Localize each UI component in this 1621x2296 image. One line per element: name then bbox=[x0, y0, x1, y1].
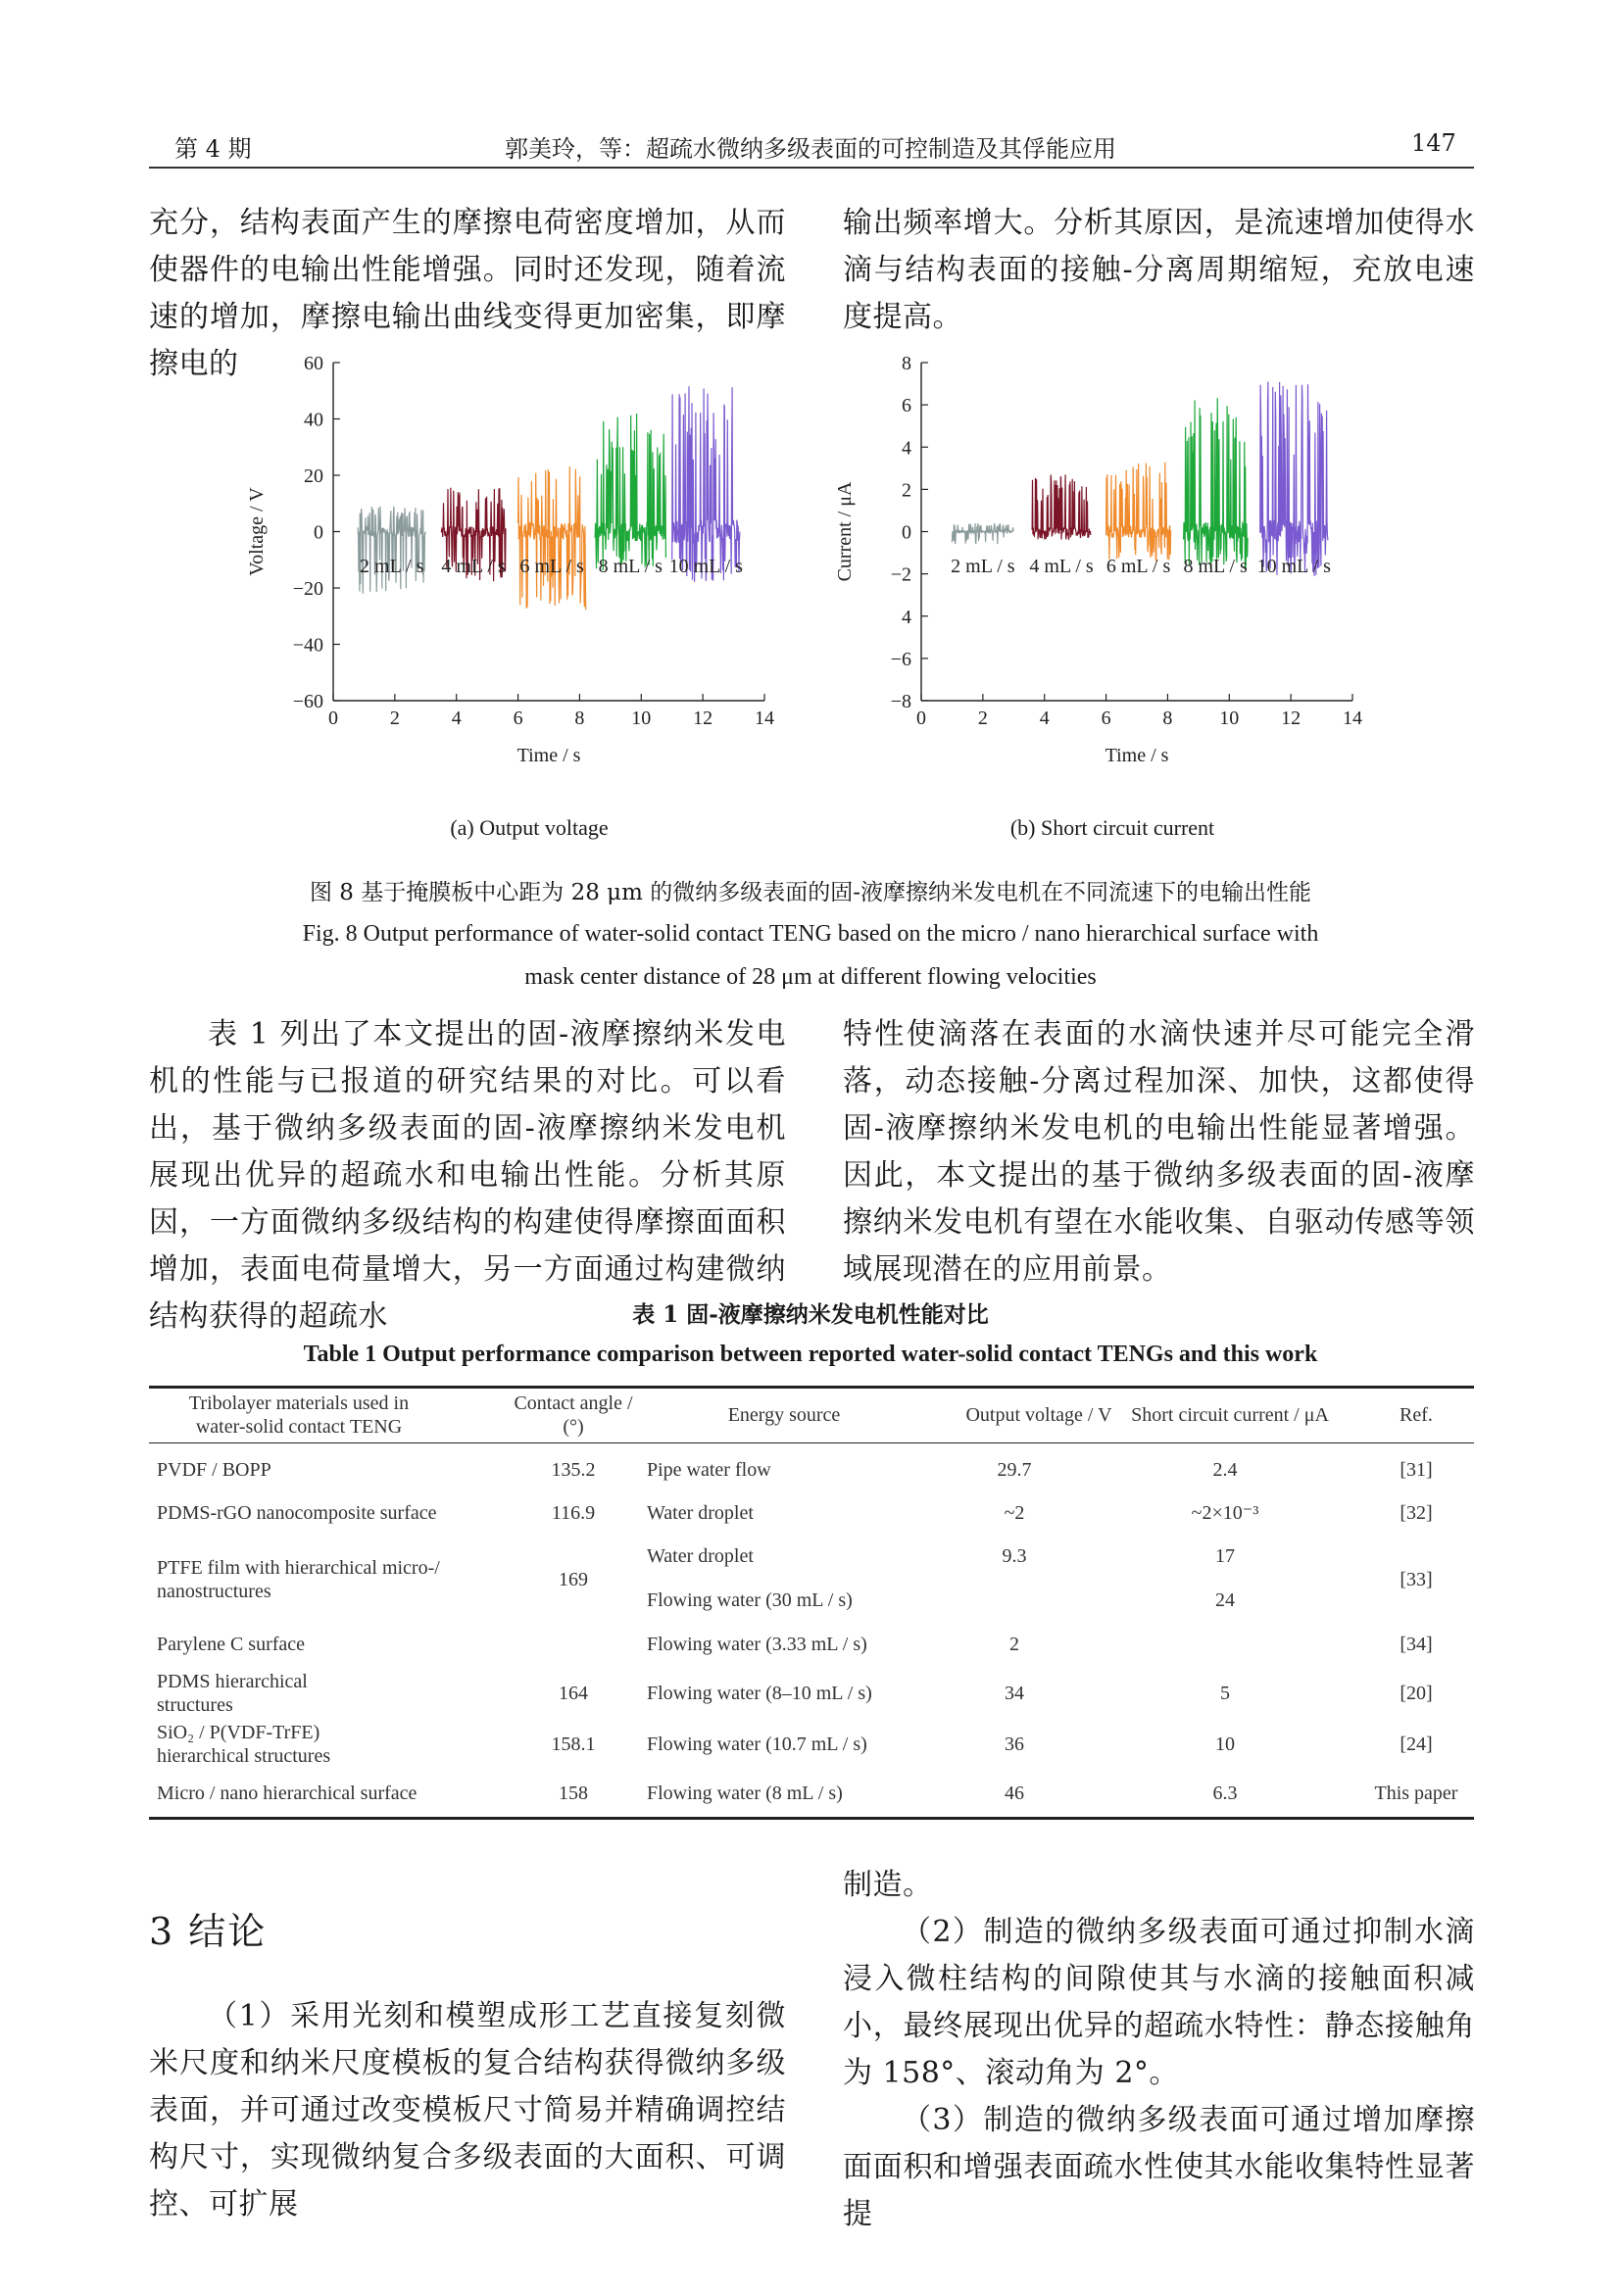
series-label: 6 mL / s bbox=[1105, 555, 1171, 577]
issue-number: 第 4 期 bbox=[174, 135, 252, 163]
x-tick-label: 10 bbox=[631, 708, 652, 729]
panel-b-caption: (b) Short circuit current bbox=[1009, 815, 1215, 840]
table-cell-source: Flowing water (10.7 mL / s) bbox=[647, 1734, 867, 1755]
x-tick-label: 4 bbox=[451, 708, 462, 729]
table-cell-angle: 158.1 bbox=[551, 1734, 596, 1755]
series-line bbox=[358, 507, 425, 594]
table-cell-ref: [32] bbox=[1400, 1502, 1433, 1524]
series-label: 4 mL / s bbox=[1029, 555, 1094, 577]
section-title-conclusion: 3 结论 bbox=[149, 1910, 268, 1953]
x-tick-label: 6 bbox=[1101, 708, 1111, 729]
table-cell-ref: This paper bbox=[1374, 1783, 1458, 1804]
table-cell-material-line2: structures bbox=[157, 1694, 233, 1716]
table-cell-source: Water droplet bbox=[647, 1502, 754, 1524]
table-cell-current: 6.3 bbox=[1212, 1783, 1238, 1804]
y-tick-label: −20 bbox=[292, 578, 323, 600]
page-number: 147 bbox=[1411, 129, 1456, 157]
table-cell-ref: [33] bbox=[1400, 1569, 1433, 1590]
table-cell-voltage: 29.7 bbox=[997, 1459, 1032, 1481]
conclusion-item-1-end: 制造。 bbox=[843, 1868, 933, 1902]
y-tick-label: 40 bbox=[304, 409, 323, 431]
table-header-source: Energy source bbox=[727, 1404, 841, 1426]
table-header-rule bbox=[149, 1442, 1474, 1443]
x-tick-label: 0 bbox=[916, 708, 926, 729]
x-axis-label: Time / s bbox=[1105, 745, 1169, 764]
table-cell-source: Flowing water (8–10 mL / s) bbox=[647, 1683, 872, 1704]
y-tick-label: 20 bbox=[304, 465, 323, 487]
table-cell-voltage: 46 bbox=[1005, 1783, 1024, 1804]
table-cell-source: Pipe water flow bbox=[647, 1459, 771, 1481]
table-cell-material: PDMS-rGO nanocomposite surface bbox=[157, 1502, 437, 1524]
table-cell-voltage: 2 bbox=[1009, 1634, 1019, 1655]
figure-caption-cn: 图 8 基于掩膜板中心距为 28 μm 的微纳多级表面的固-液摩擦纳米发电机在不同流速下的电输出性能 bbox=[310, 880, 1311, 905]
y-tick-label: 4 bbox=[902, 606, 911, 628]
running-title: 郭美玲，等：超疏水微纳多级表面的可控制造及其俘能应用 bbox=[505, 135, 1116, 163]
series-label: 6 mL / s bbox=[519, 555, 584, 577]
y-tick-label: −60 bbox=[292, 691, 323, 712]
table-cell-angle: 164 bbox=[559, 1683, 588, 1704]
voltage-chart bbox=[235, 353, 813, 764]
series-label: 8 mL / s bbox=[1183, 555, 1248, 577]
voltage-chart-plot bbox=[246, 353, 774, 764]
series-label: 8 mL / s bbox=[598, 555, 663, 577]
series-line bbox=[518, 466, 586, 610]
y-tick-label: 2 bbox=[902, 479, 911, 502]
table-cell-current: ~2×10⁻³ bbox=[1191, 1502, 1259, 1524]
series-line bbox=[595, 414, 665, 570]
series-line bbox=[672, 386, 740, 582]
table-cell-material bbox=[157, 1721, 330, 1768]
x-tick-label: 8 bbox=[574, 708, 585, 729]
table-cell-angle: 158 bbox=[559, 1783, 588, 1804]
x-tick-label: 4 bbox=[1039, 708, 1050, 729]
table-header-ref: Ref. bbox=[1400, 1404, 1433, 1426]
table-cell-material bbox=[157, 1670, 308, 1717]
x-tick-label: 14 bbox=[755, 708, 774, 729]
table-bottom-rule bbox=[149, 1817, 1474, 1820]
panel-a-caption: (a) Output voltage bbox=[450, 815, 609, 840]
table-cell-material-line1: PTFE film with hierarchical micro-/ bbox=[157, 1557, 440, 1579]
table-cell-material-line1: SiO₂ / P(VDF-TrFE) bbox=[157, 1722, 320, 1743]
x-tick-label: 14 bbox=[1343, 708, 1362, 729]
table-cell-source: Water droplet bbox=[647, 1545, 754, 1567]
table-header-material-line2: water-solid contact TENG bbox=[195, 1416, 403, 1438]
y-tick-label: −8 bbox=[890, 691, 911, 712]
table-cell-material: Parylene C surface bbox=[157, 1634, 306, 1655]
y-tick-label: 4 bbox=[902, 437, 911, 460]
table-title-cn: 表 1 固-液摩擦纳米发电机性能对比 bbox=[632, 1301, 989, 1328]
y-axis-label: Voltage / V bbox=[246, 487, 268, 576]
series-line bbox=[1260, 382, 1328, 576]
series-label: 10 mL / s bbox=[668, 555, 743, 577]
table-header-voltage: Output voltage / V bbox=[965, 1404, 1112, 1426]
table-cell-current: 10 bbox=[1215, 1734, 1235, 1755]
header-rule bbox=[149, 167, 1474, 169]
series-label: 10 mL / s bbox=[1256, 555, 1331, 577]
x-tick-label: 12 bbox=[1281, 708, 1302, 729]
series-line bbox=[1032, 474, 1091, 539]
x-tick-label: 8 bbox=[1162, 708, 1173, 729]
table-cell-ref: [31] bbox=[1400, 1459, 1433, 1481]
table-cell-source: Flowing water (3.33 mL / s) bbox=[647, 1634, 867, 1655]
table-header-current: Short circuit current / μA bbox=[1131, 1404, 1329, 1426]
series-line bbox=[1183, 398, 1248, 569]
x-tick-label: 6 bbox=[513, 708, 523, 729]
table-cell-current: 17 bbox=[1215, 1545, 1235, 1567]
figure-caption-en-line2: mask center distance of 28 μm at different flowing velocities bbox=[524, 964, 1097, 990]
mid-paragraph-left: 表 1 列出了本文提出的固-液摩擦纳米发电机的性能与已报道的研究结果的对比。可以看出，基于微纳多级表面的固-液摩擦纳米发电机展现出优异的超疏水和电输出性能。分析其原因，一方面微纳多级结构的构建使得摩擦面面积增加，表面电荷量增大，另一方面通过构建微纳结构获得的超疏水 bbox=[149, 1017, 786, 1334]
table-cell-angle: 169 bbox=[559, 1569, 588, 1590]
x-tick-label: 2 bbox=[977, 708, 988, 729]
x-tick-label: 0 bbox=[328, 708, 338, 729]
table-cell-material-line2: nanostructures bbox=[157, 1581, 271, 1602]
y-tick-label: 60 bbox=[304, 353, 323, 374]
y-tick-label: −2 bbox=[890, 563, 911, 586]
table-cell-material: Micro / nano hierarchical surface bbox=[157, 1783, 418, 1804]
table-top-rule bbox=[149, 1386, 1474, 1389]
current-chart-plot bbox=[834, 353, 1362, 764]
conclusion-item-3: （3）制造的微纳多级表面可通过增加摩擦面面积和增强表面疏水性使其水能收集特性显著提 bbox=[843, 2103, 1475, 2231]
y-tick-label: 0 bbox=[314, 521, 323, 544]
table-header-angle-line2: (°) bbox=[563, 1416, 584, 1438]
table-cell-material-line1: PDMS hierarchical bbox=[157, 1671, 308, 1692]
series-line bbox=[1106, 463, 1171, 562]
table-header-angle-line1: Contact angle / bbox=[514, 1392, 633, 1414]
series-label: 2 mL / s bbox=[360, 555, 424, 577]
conclusion-item-1: （1）采用光刻和模塑成形工艺直接复刻微米尺度和纳米尺度模板的复合结构获得微纳多级表面，并可通过改变模板尺寸简易并精确调控结构尺寸，实现微纳复合多级表面的大面积、可调控、可扩展 bbox=[149, 1999, 786, 2222]
table-header-material-line1: Tribolayer materials used in bbox=[188, 1392, 410, 1414]
table-cell-voltage: 36 bbox=[1005, 1734, 1024, 1755]
x-tick-label: 2 bbox=[389, 708, 400, 729]
current-chart bbox=[823, 353, 1401, 764]
table-header-material bbox=[186, 1392, 412, 1439]
x-tick-label: 12 bbox=[693, 708, 713, 729]
y-tick-label: −40 bbox=[292, 634, 323, 657]
table-cell-ref: [20] bbox=[1400, 1683, 1433, 1704]
table-title-en: Table 1 Output performance comparison between reported water-solid contact TENGs and this work bbox=[303, 1342, 1318, 1367]
y-tick-label: 0 bbox=[902, 521, 911, 544]
table-cell-angle: 135.2 bbox=[551, 1459, 596, 1481]
table-cell-ref: [34] bbox=[1400, 1634, 1433, 1655]
table-cell-material: PVDF / BOPP bbox=[157, 1459, 271, 1481]
figure-caption-en-line1: Fig. 8 Output performance of water-solid contact TENG based on the micro / nano hierarchical surface with bbox=[302, 921, 1319, 947]
x-tick-label: 10 bbox=[1219, 708, 1240, 729]
table-cell-source: Flowing water (30 mL / s) bbox=[647, 1589, 853, 1611]
y-tick-label: 6 bbox=[902, 395, 911, 417]
mid-paragraph-right: 特性使滴落在表面的水滴快速并尽可能完全滑落，动态接触-分离过程加深、加快，这都使得固-液摩擦纳米发电机的电输出性能显著增强。因此，本文提出的基于微纳多级表面的固-液摩擦纳米发电机有望在水能收集、自驱动传感等领域展现潜在的应用前景。 bbox=[843, 1017, 1475, 1287]
conclusion-item-2: （2）制造的微纳多级表面可通过抑制水滴浸入微柱结构的间隙使其与水滴的接触面积减小，最终展现出优异的超疏水特性：静态接触角为 158°、滚动角为 2°。 bbox=[843, 1915, 1475, 2090]
table-cell-current: 2.4 bbox=[1212, 1459, 1238, 1481]
table-cell-voltage: ~2 bbox=[1004, 1502, 1025, 1524]
series-label: 4 mL / s bbox=[441, 555, 506, 577]
top-paragraph-left: 充分，结构表面产生的摩擦电荷密度增加，从而使器件的电输出性能增强。同时还发现，随着流速的增加，摩擦电输出曲线变得更加密集，即摩擦电的 bbox=[149, 206, 786, 381]
series-label: 2 mL / s bbox=[951, 555, 1015, 577]
table-cell-ref: [24] bbox=[1400, 1734, 1433, 1755]
table-cell-source: Flowing water (8 mL / s) bbox=[647, 1783, 843, 1804]
y-axis-label: Current / μA bbox=[834, 481, 856, 582]
table-cell-material-line2: hierarchical structures bbox=[157, 1745, 331, 1767]
table-header-angle bbox=[490, 1392, 657, 1439]
top-paragraph-right: 输出频率增大。分析其原因，是流速增加使得水滴与结构表面的接触-分离周期缩短，充放电速度提高。 bbox=[843, 206, 1475, 334]
table-cell-voltage: 34 bbox=[1005, 1683, 1024, 1704]
y-tick-label: −6 bbox=[890, 648, 911, 670]
table-cell-voltage: 9.3 bbox=[1002, 1545, 1027, 1567]
table-cell-material bbox=[157, 1556, 480, 1603]
x-axis-label: Time / s bbox=[516, 745, 581, 764]
y-tick-label: 8 bbox=[902, 353, 911, 374]
table-cell-current: 24 bbox=[1215, 1589, 1235, 1611]
series-line bbox=[952, 523, 1013, 544]
table-cell-current: 5 bbox=[1220, 1683, 1230, 1704]
table-cell-angle: 116.9 bbox=[551, 1502, 596, 1524]
